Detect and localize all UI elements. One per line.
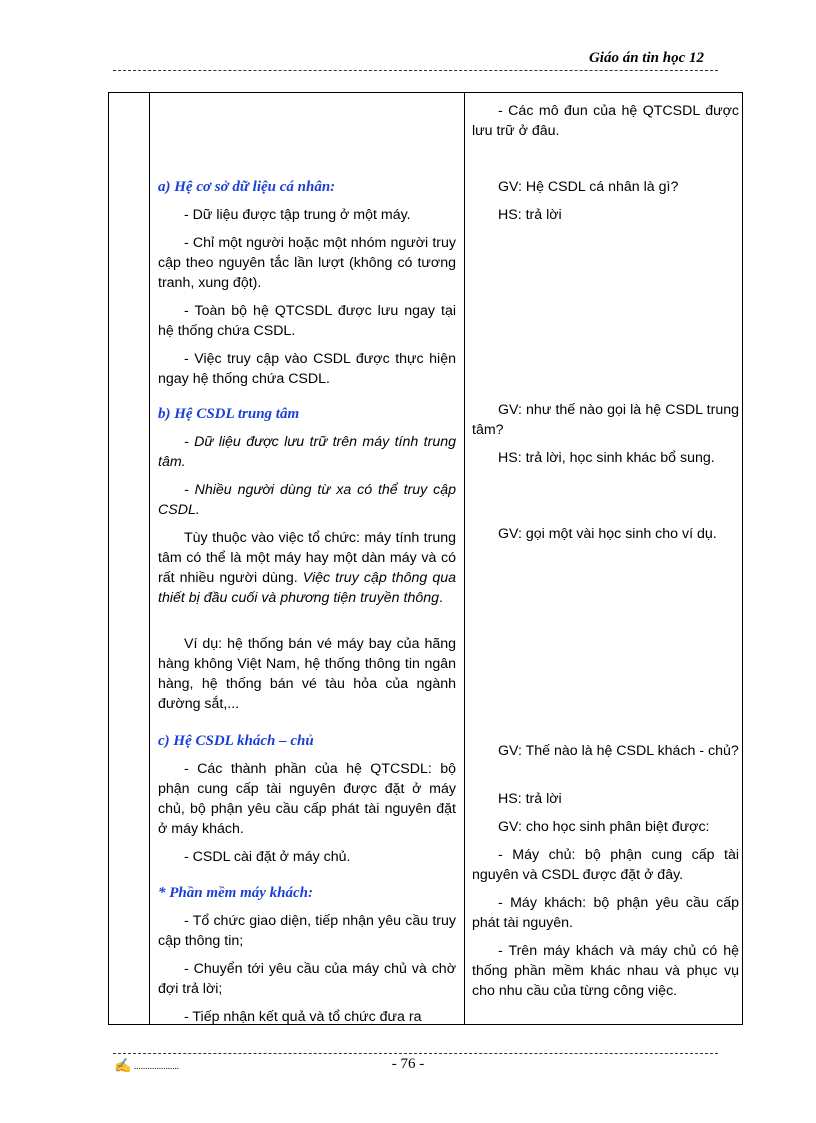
- activity-r2: HS: trả lời: [498, 207, 562, 223]
- activity-r10: - Máy khách: bộ phận yêu cầu cấp phát tài nguyên.: [472, 895, 739, 931]
- paragraph-d1: - Tổ chức giao diện, tiếp nhận yêu cầu truy cập thông tin;: [158, 913, 456, 949]
- paragraph-a2: - Chỉ một người hoặc một nhóm người truy cập theo nguyên tắc lần lượt (không có tương tranh, xung đột).: [158, 235, 456, 291]
- activity-r1: GV: Hệ CSDL cá nhân là gì?: [498, 179, 679, 195]
- section-heading-d: * Phần mềm máy khách:: [158, 885, 314, 901]
- paragraph-a4: - Việc truy cập vào CSDL được thực hiện ngay hệ thống chứa CSDL.: [158, 351, 456, 387]
- activity-r6: GV: Thế nào là hệ CSDL khách - chủ?: [498, 743, 739, 759]
- footer-dots: ....................: [134, 1061, 179, 1071]
- paragraph-b1: - Dữ liệu được lưu trữ trên máy tính trung tâm.: [158, 434, 456, 470]
- paragraph-d2: - Chuyển tới yêu cầu của máy chủ và chờ đợi trả lời;: [158, 961, 456, 997]
- activity-r4: HS: trả lời, học sinh khác bổ sung.: [498, 450, 715, 466]
- activity-r9: - Máy chủ: bộ phận cung cấp tài nguyên và CSDL được đặt ở đây.: [472, 847, 739, 883]
- section-heading-b: b) Hệ CSDL trung tâm: [158, 406, 300, 422]
- header-divider: [113, 70, 718, 71]
- activity-r11: - Trên máy khách và máy chủ có hệ thống phần mềm khác nhau và phục vụ cho nhu cầu của từng công việc.: [472, 943, 739, 999]
- pen-icon: ✍: [114, 1059, 132, 1074]
- paragraph-a1: - Dữ liệu được tập trung ở một máy.: [184, 207, 411, 223]
- activity-r8: GV: cho học sinh phân biệt được:: [498, 819, 710, 835]
- paragraph-d3: - Tiếp nhận kết quả và tổ chức đưa ra: [184, 1009, 422, 1025]
- paragraph-b3-italic: Việc truy cập thông qua thiết bị đầu cuối và phương tiện truyền thông: [158, 570, 456, 606]
- document-header-title: Giáo án tin học 12: [588, 50, 704, 66]
- activity-r0: - Các mô đun của hệ QTCSDL được lưu trữ ở đâu.: [472, 103, 739, 139]
- lesson-table: [108, 92, 743, 1025]
- section-heading-c: c) Hệ CSDL khách – chủ: [158, 733, 314, 749]
- column-divider-1: [149, 93, 150, 1024]
- footer-divider: [113, 1053, 718, 1054]
- paragraph-b3: [158, 528, 456, 608]
- paragraph-c1: - Các thành phần của hệ QTCSDL: bộ phận cung cấp tài nguyên được đặt ở máy chủ, bộ phận yêu cầu cấp phát tài nguyên đặt ở máy khách.: [158, 761, 456, 837]
- page-number: - 76 -: [391, 1056, 425, 1072]
- column-divider-2: [464, 93, 465, 1024]
- paragraph-b3-plain: Tùy thuộc vào việc tổ chức: máy tính trung tâm có thể là một máy hay một dàn máy và có rất nhiều người dùng.: [158, 530, 456, 586]
- paragraph-b2: - Nhiều người dùng từ xa có thể truy cập CSDL.: [158, 482, 456, 518]
- activity-r3: GV: như thế nào gọi là hệ CSDL trung tâm?: [472, 402, 739, 438]
- paragraph-a3: - Toàn bộ hệ QTCSDL được lưu ngay tại hệ thống chứa CSDL.: [158, 303, 456, 339]
- paragraph-c2: - CSDL cài đặt ở máy chủ.: [184, 849, 351, 865]
- activity-r7: HS: trả lời: [498, 791, 562, 807]
- section-heading-a: a) Hệ cơ sở dữ liệu cá nhân:: [158, 179, 336, 195]
- activity-r5: GV: gọi một vài học sinh cho ví dụ.: [498, 526, 717, 542]
- paragraph-b4: Ví dụ: hệ thống bán vé máy bay của hãng hàng không Việt Nam, hệ thống thông tin ngân hàng, hệ thống bán vé tàu hỏa của ngành đường sắt,...: [158, 636, 456, 712]
- paragraph-b3-end: .: [439, 590, 443, 606]
